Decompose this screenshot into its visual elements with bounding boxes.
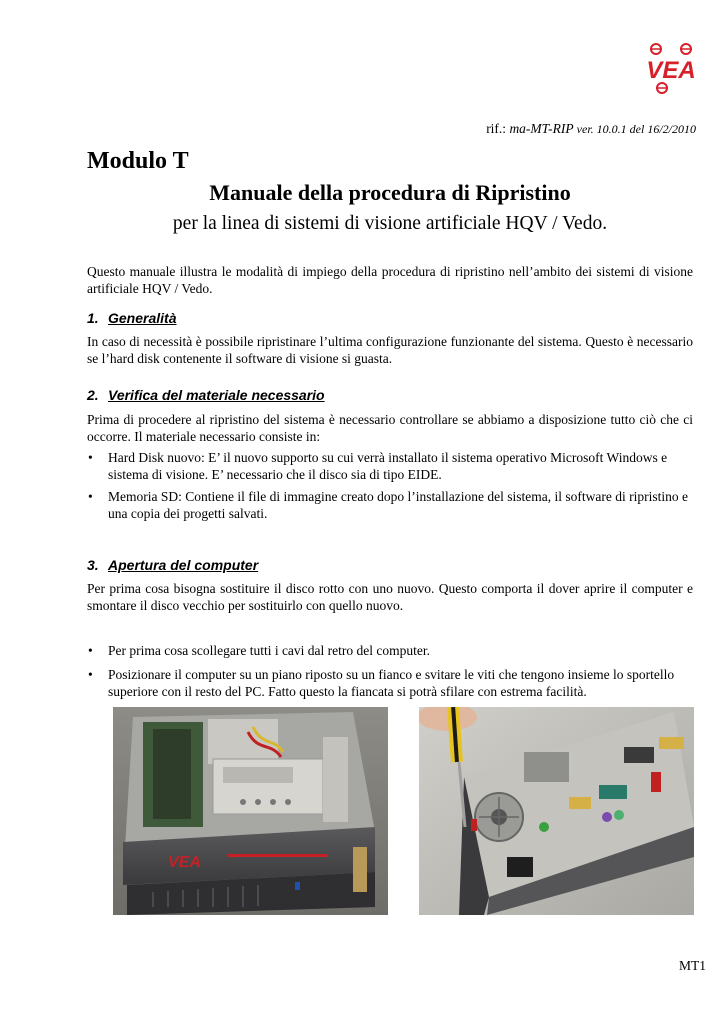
reference-version: ver. 10.0.1 del 16/2/2010 — [573, 122, 696, 136]
document-reference — [90, 121, 696, 137]
page-number: MT1 — [679, 958, 706, 973]
bullet-symbol: • — [88, 450, 93, 465]
main-title: Manuale della procedura di Ripristino — [209, 180, 571, 205]
svg-text:VEA: VEA — [646, 57, 696, 84]
section-heading-verifica: 2. Verifica del materiale necessario — [87, 387, 325, 403]
list-item: Per prima cosa scollegare tutti i cavi dal retro del computer. — [108, 643, 431, 658]
bullet-symbol: • — [88, 643, 93, 658]
photo-logo-label: VEA — [168, 854, 201, 871]
section-heading-generalita: 1. Generalità — [87, 310, 177, 326]
list-item: Hard Disk nuovo: E’ il nuovo supporto su cui verrà installato il sistema operativo Microsoft Windows e sistema di visione. E’ necessario che il disco sia di tipo EIDE. — [108, 450, 668, 482]
section-body-apertura: Per prima cosa bisogna sostituire il disco rotto con uno nuovo. Questo comporta il dover aprire il computer e smontare il disco vecchio per sostituirlo con quello nuovo. — [87, 581, 693, 613]
reference-doc-code: ma-MT-RIP — [509, 121, 574, 136]
section-heading-apertura: 3. Apertura del computer — [87, 557, 259, 573]
subtitle: per la linea di sistemi di visione artificiale HQV / Vedo. — [172, 213, 608, 234]
reference-prefix: rif.: — [486, 121, 510, 136]
bullet-symbol: • — [88, 667, 93, 682]
list-item: Memoria SD: Contiene il file di immagine creato dopo l’installazione del sistema, il software di ripristino e una copia dei progetti salvati. — [108, 489, 688, 521]
module-title: Modulo T — [87, 148, 189, 174]
list-item: Posizionare il computer su un piano riposto su un fianco e svitare le viti che tengono insieme lo sportello superiore con il resto del PC. Fatto questo la fiancata si potrà sfilare con estrema facilità. — [108, 667, 675, 699]
bullet-symbol: • — [88, 489, 93, 504]
section-body-generalita: In caso di necessità è possibile ripristinare l’ultima configurazione funzionante del sistema. Questo è necessario se l’hard disk contenente il software di visione si guasta. — [87, 334, 693, 366]
section-body-verifica: Prima di procedere al ripristino del sistema è necessario controllare se abbiamo a disposizione tutto ciò che ci occorre. Il materiale necessario consiste in: — [87, 412, 693, 444]
open-computer-photo — [113, 707, 388, 915]
screwdriver-photo — [419, 707, 694, 915]
intro-paragraph: Questo manuale illustra le modalità di impiego della procedura di ripristino nell’ambito dei sistemi di visione artificiale HQV / Vedo. — [87, 264, 693, 296]
vea-logo — [640, 40, 702, 96]
